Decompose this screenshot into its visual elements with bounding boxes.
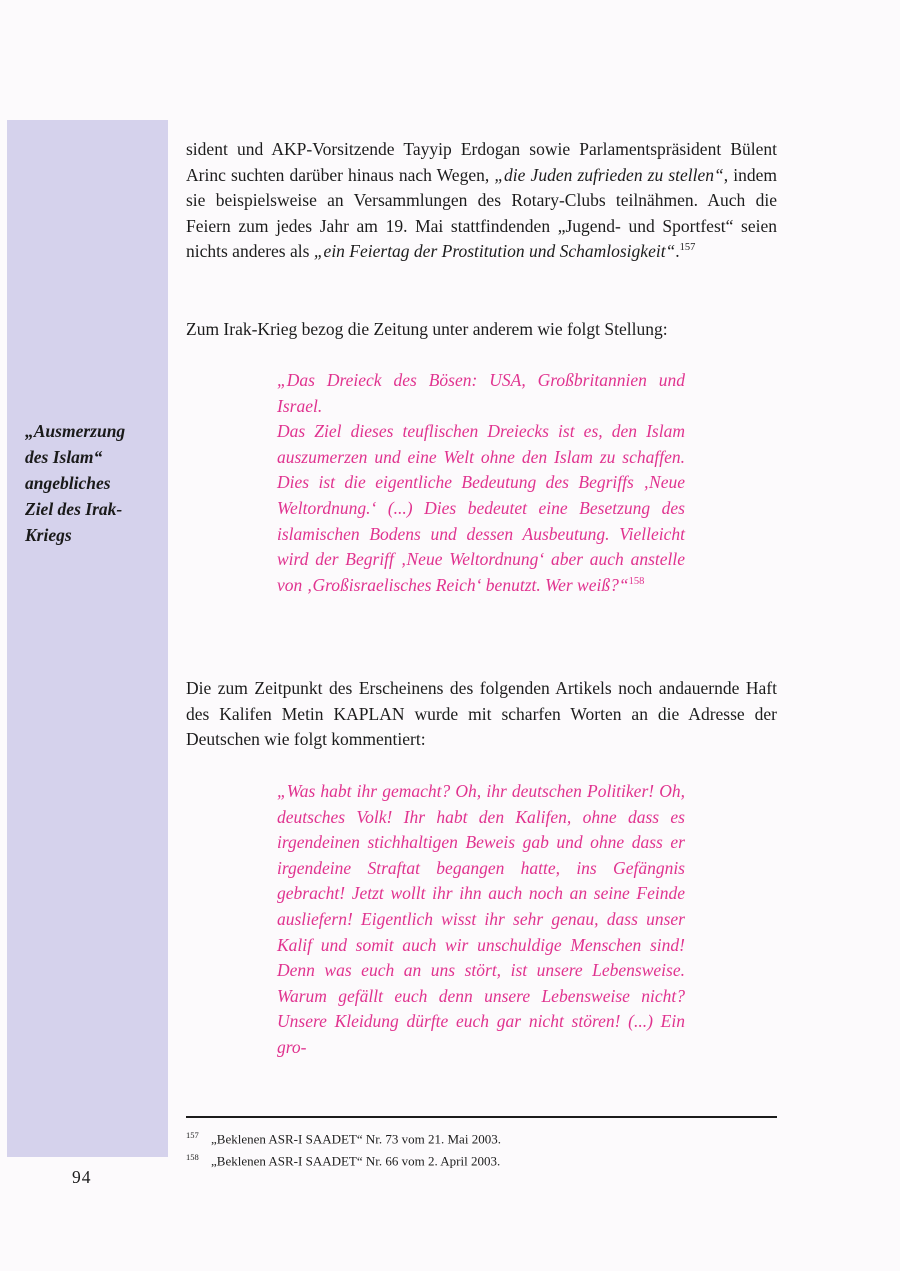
quote-was-habt-ihr-gemacht [277,779,685,1061]
quote-paragraph: „Das Dreieck des Bösen: USA, Großbritannien und Israel. [277,370,685,416]
footnote-157 [186,1126,777,1148]
footnote-marker: 158 [186,1151,199,1162]
footnote-158 [186,1148,777,1170]
paragraph-irak-intro: Zum Irak-Krieg bezog die Zeitung unter anderem wie folgt Stellung: [186,319,668,339]
quote-dreieck-des-boesen [277,368,685,598]
margin-note: „Ausmerzung des Islam“ angebliches Ziel des Irak- Kriegs [25,421,126,545]
page-number: 94 [72,1167,92,1187]
footnote-text: „Beklenen ASR-I SAADET“ Nr. 73 vom 21. Mai 2003. [211,1130,501,1146]
footnote-divider [186,1116,777,1118]
footnote-text: „Beklenen ASR-I SAADET“ Nr. 66 vom 2. April 2003. [211,1153,501,1169]
paragraph-kaplan-haft: Die zum Zeitpunkt des Erscheinens des folgenden Artikels noch andauernde Haft des Kalifen Metin KAPLAN wurde mit scharfen Worten an die Adresse der Deutschen wie folgt kommentiert: [186,678,777,750]
quote-paragraph: Das Ziel dieses teuflischen Dreiecks ist es, den Islam auszumerzen und eine Welt ohne den Islam zu schaffen. Dies ist die eigentliche Bedeutung des Begriffs ‚Neue Weltordnung.‘ (...) Dies bedeutet eine Besetzung des islamischen Bodens und dessen Ausbeutung. Vielleicht wird der Begriff ‚Neue Weltordnung‘ aber auch anstelle von ‚Großisraelisches Reich‘ benutzt. Wer weiß?“$^{158}$ [277,421,685,595]
footnote-marker: 157 [186,1129,199,1140]
footnote-area [186,1116,777,1170]
quote-paragraph: „Was habt ihr gemacht? Oh, ihr deutschen Politiker! Oh, deutsches Volk! Ihr habt den Kalifen, ohne dass es irgendeinen stichhaltigen Beweis gab und ohne dass er irgendeine Straftat begangen hatte, ins Gefängnis gebracht! Jetzt wollt ihr ihn auch noch an seine Feinde ausliefern! Eigentlich wisst ihr sehr genau, dass unser Kalif und somit auch wir unschuldige Menschen sind! Denn was euch an uns stört, ist unsere Lebensweise. Warum gefällt euch denn unsere Lebensweise nicht? Unsere Kleidung dürfte euch gar nicht stören! (...) Ein gro- [277,781,685,1057]
paragraph-erdogan: sident und AKP-Vorsitzende Tayyip Erdogan sowie Parlamentspräsident Bülent Arinc suchten darüber hinaus nach Wegen, „die Juden zufrieden zu stellen“, indem sie beispielsweise an Versammlungen des Rotary-Clubs teilnähmen. Auch die Feiern zum jedes Jahr am 19. Mai stattfindenden „Jugend- und Sportfest“ seien nichts anderes als „ein Feiertag der Prostitution und Schamlosigkeit“.$^{157}$ [186,139,777,262]
margin-note-panel [7,120,168,1157]
